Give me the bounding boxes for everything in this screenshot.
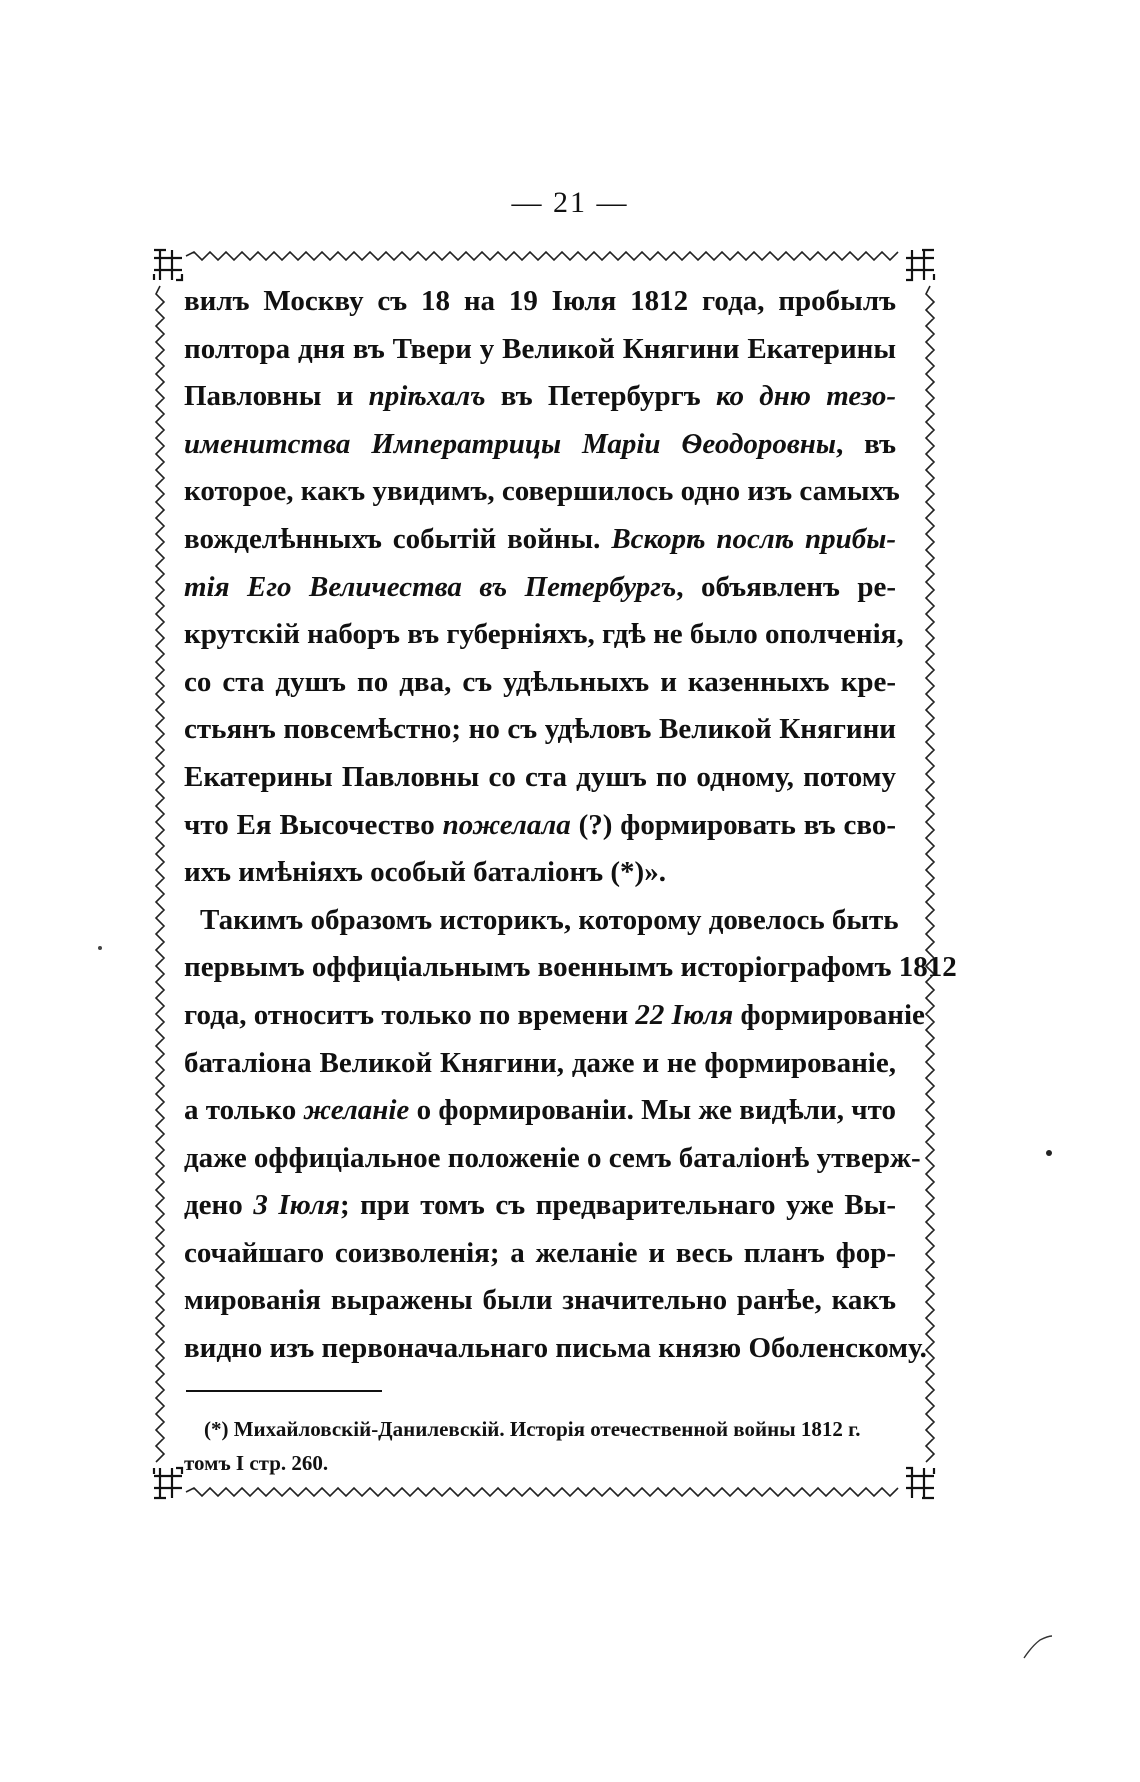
footnote: [184, 1412, 896, 1480]
corner-ornament-icon: [906, 250, 934, 280]
text-line: сочайшаго соизволенія; а желаніе и весь планъ фор-: [184, 1236, 896, 1269]
text-line: крутскій наборъ въ губерніяхъ, гдѣ не было ополченія,: [184, 618, 904, 651]
text-line: видно изъ первоначальнаго письма князю Оболенскому.: [184, 1332, 927, 1365]
text-line: мированія выражены были значительно ранѣе, какъ: [184, 1284, 896, 1317]
italic-span: тія Его Величества въ Петербургъ: [184, 570, 677, 603]
text-line: ихъ имѣніяхъ особый баталіонъ (*)».: [184, 856, 666, 889]
text-span: о формированіи. Мы же видѣли, что: [409, 1094, 896, 1127]
text-line: баталіона Великой Княгини, даже и не формированіе,: [184, 1046, 896, 1079]
text-span: , въ: [836, 427, 896, 460]
ink-speck: [1046, 1150, 1052, 1156]
text-span: ; при томъ съ предварительнаго уже Вы-: [339, 1189, 896, 1222]
text-span: вожделѣнныхъ событій войны.: [184, 522, 612, 555]
italic-span: ко дню тезо-: [715, 380, 896, 413]
text-line: [184, 1182, 896, 1230]
italic-span: пріѣхалъ: [368, 380, 486, 413]
text-span: въ Петербургъ: [485, 380, 716, 413]
footnote-separator: [186, 1390, 382, 1392]
italic-span: желаніе: [303, 1094, 410, 1127]
text-line: [184, 516, 896, 564]
italic-span: пожелала: [442, 808, 571, 841]
right-wavy-line: [926, 286, 934, 1462]
text-line: которое, какъ увидимъ, совершилось одно изъ самыхъ: [184, 475, 900, 508]
text-span: формированіе: [733, 998, 925, 1031]
text-span: дено: [184, 1189, 254, 1222]
corner-ornament-icon: [154, 250, 182, 280]
footnote-line: томъ I стр. 260.: [184, 1451, 329, 1475]
main-text: [184, 278, 957, 1373]
text-line: полтора дня въ Твери у Великой Княгини Екатерины: [184, 332, 896, 365]
text-span: Павловны и: [184, 380, 369, 413]
text-line: [184, 564, 896, 612]
text-line: [184, 1087, 896, 1135]
text-span: (?) формировать въ сво-: [570, 808, 896, 841]
corner-ornament-icon: [154, 1468, 182, 1498]
text-line: Екатерины Павловны со ста душъ по одному, потому: [184, 760, 896, 793]
text-span: а только: [184, 1094, 304, 1127]
italic-span: 3 Іюля: [253, 1189, 340, 1222]
text-line: Такимъ образомъ историкъ, которому довелось быть: [200, 903, 899, 936]
bottom-wavy-line: [186, 1488, 898, 1496]
italic-span: 22 Іюля: [635, 998, 734, 1031]
text-line: первымъ оффиціальнымъ военнымъ исторіографомъ 1812: [184, 951, 957, 984]
ink-speck: [98, 946, 102, 950]
pencil-mark-icon: [1020, 1628, 1056, 1664]
italic-span: именитства Императрицы Маріи Ѳеодоровны: [184, 427, 837, 460]
top-wavy-line: [186, 252, 898, 260]
italic-span: Вскорѣ послѣ прибы-: [611, 522, 896, 555]
text-line: [184, 802, 896, 850]
text-line: [184, 421, 896, 469]
text-line: со ста душъ по два, съ удѣльныхъ и казенныхъ кре-: [184, 665, 896, 698]
page-number: — 21 —: [511, 186, 629, 219]
text-span: , объявленъ ре-: [676, 570, 897, 603]
footnote-line: (*) Михайловскій-Данилевскій. Исторія отечественной войны 1812 г.: [204, 1417, 861, 1441]
text-line: даже оффиціальное положеніе о семъ баталіонѣ утверж-: [184, 1141, 921, 1174]
text-line: вилъ Москву съ 18 на 19 Іюля 1812 года, пробылъ: [184, 285, 896, 317]
left-wavy-line: [156, 286, 164, 1462]
text-span: года, относитъ только по времени: [184, 998, 636, 1031]
text-span: что Ея Высочество: [184, 808, 443, 841]
text-line: [184, 992, 925, 1040]
text-line: [184, 373, 896, 421]
corner-ornament-icon: [906, 1468, 934, 1498]
text-line: стьянъ повсемѣстно; но съ удѣловъ Великой Княгини: [184, 713, 896, 746]
